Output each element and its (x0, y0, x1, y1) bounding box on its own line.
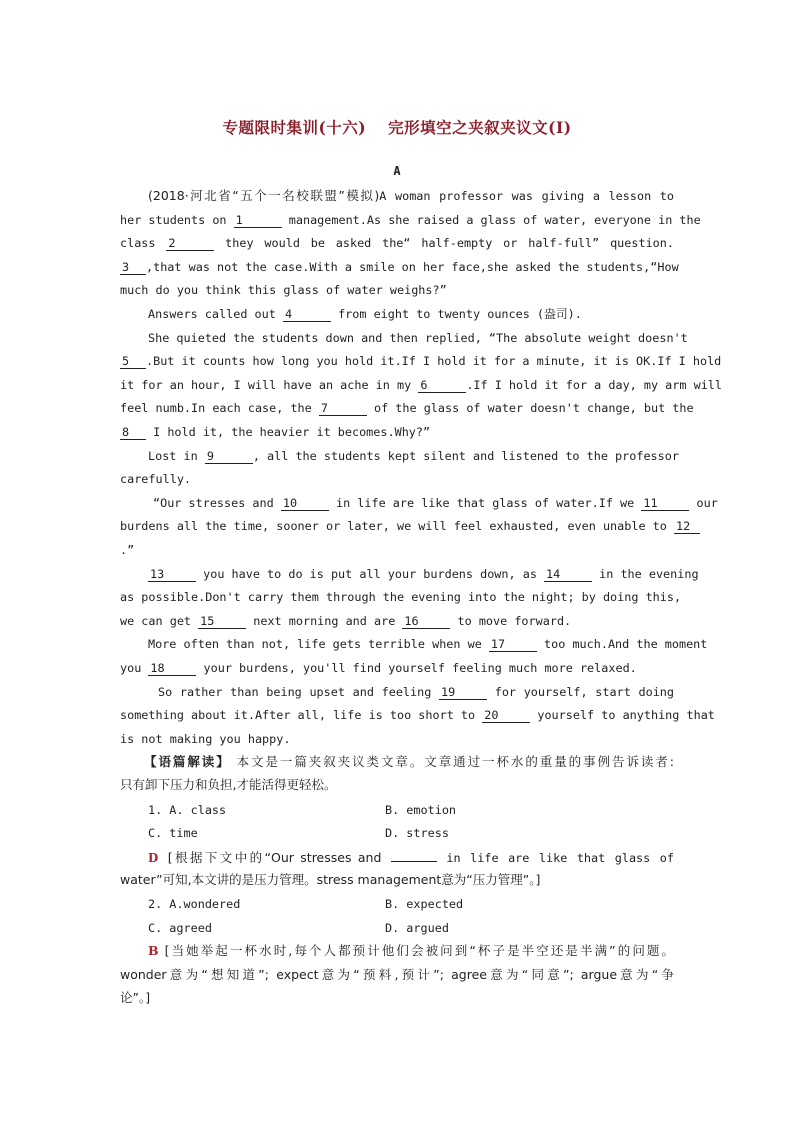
analysis-line: 只有卸下压力和负担,才能活得更轻松。 (120, 777, 337, 792)
explanation-2-line: wonder意为“想知道”; expect意为“预料,预计”; agree意为“同意”; argue意为“争 (120, 967, 674, 982)
blank-18: 18 (148, 662, 196, 676)
blank-2: 2 (166, 237, 214, 251)
option-1b: B. emotion (385, 803, 457, 817)
passage-line: 8 I hold it, the heavier it becomes.Why?” (122, 425, 431, 439)
blank-7: 7 (319, 402, 367, 416)
title-sub: 完形填空之夹叙夹议文(Ⅰ) (388, 118, 572, 137)
passage-line: feel numb.In each case, the 7 of the glass of water doesn't change, but the (120, 401, 694, 415)
blank-5: 5 (120, 355, 146, 369)
blank-14: 14 (544, 568, 592, 582)
passage-line: we can get 15 next morning and are 16 to move forward. (120, 614, 572, 628)
blank-1: 1 (234, 214, 282, 228)
blank-16: 16 (402, 615, 450, 629)
answer-1: D (148, 851, 159, 865)
passage-line: Lost in 9 , all the students kept silent and listened to the professor (148, 449, 679, 463)
passage-line: her students on 1 management.As she raised a glass of water, everyone in the (120, 213, 701, 227)
passage-line: So rather than being upset and feeling 19 for yourself, start doing (158, 685, 675, 699)
passage-line: carefully. (120, 472, 192, 486)
passage-line: (2018·河北省“五个一名校联盟”模拟)A woman professor was giving a lesson to (148, 188, 675, 203)
option-1c: C. time (148, 826, 198, 840)
explanation-2-line: B [当她举起一杯水时,每个人都预计他们会被问到“杯子是半空还是半满”的问题。 (148, 943, 674, 958)
blank-11: 11 (641, 497, 689, 511)
title-main: 专题限时集训(十六) (222, 118, 367, 137)
passage-line: class 2 they would be asked the“ half-empty or half-full” question. (120, 236, 674, 250)
passage-line: 3 ,that was not the case.With a smile on her face,she asked the students,“How (122, 260, 679, 274)
option-2c: C. agreed (148, 921, 212, 935)
option-1d: D. stress (385, 826, 449, 840)
passage-line: burdens all the time, sooner or later, we will feel exhausted, even unable to 12 (120, 518, 674, 534)
analysis-line: 【语篇解读】 本文是一篇夹叙夹议类文章。文章通过一杯水的重量的事例告诉读者: (144, 754, 674, 769)
passage-line: 5 .But it counts how long you hold it.If I hold it for a minute, it is OK.If I hold (122, 354, 722, 368)
passage-line: much do you think this glass of water weighs?” (120, 283, 447, 297)
passage-line: you 18 your burdens, you'll find yourself feeling much more relaxed. (120, 661, 637, 675)
passage-line: it for an hour, I will have an ache in my 6 .If I hold it for a day, my arm will (120, 378, 722, 392)
option-2d: D. argued (385, 921, 449, 935)
page-title (0, 116, 794, 138)
blank-6: 6 (418, 379, 466, 393)
option-2a: 2. A.wondered (148, 897, 241, 911)
blank-15: 15 (198, 615, 246, 629)
passage-line: .” (120, 543, 135, 557)
blank-12: 12 (674, 520, 700, 534)
explanation-2-line: 论”。] (120, 990, 151, 1005)
blank-13: 13 (148, 568, 196, 582)
option-2b: B. expected (385, 897, 464, 911)
blank-20: 20 (482, 709, 530, 723)
blank-8: 8 (120, 426, 146, 440)
passage-line: Answers called out 4 from eight to twenty ounces (盎司). (148, 307, 582, 321)
analysis-label: 【语篇解读】 (144, 754, 231, 769)
passage-line: More often than not, life gets terrible when we 17 too much.And the moment (148, 637, 708, 651)
blank-4: 4 (283, 308, 331, 322)
answer-2: B (148, 943, 159, 958)
explanation-1-line: water”可知,本文讲的是压力管理。stress management意为“压力管理”。] (120, 872, 541, 887)
passage-line: something about it.After all, life is too short to 20 yourself to anything that (120, 708, 715, 722)
source-note: (2018·河北省“五个一名校联盟”模拟) (148, 188, 380, 203)
blank-9: 9 (205, 450, 253, 464)
passage-line: She quieted the students down and then replied, “The absolute weight doesn't (148, 331, 688, 345)
passage-line: as possible.Don't carry them through the evening into the night; by doing this, (120, 590, 682, 604)
explanation-1-line: D [根据下文中的“Our stresses and in life are like that glass of (148, 850, 674, 865)
passage-line: “Our stresses and 10 in life are like that glass of water.If we 11 our (153, 496, 718, 510)
blank-10: 10 (281, 497, 329, 511)
blank-3: 3 (120, 261, 146, 275)
blank-19: 19 (439, 686, 487, 700)
blank-17: 17 (489, 638, 537, 652)
passage-line: is not making you happy. (120, 732, 291, 746)
option-1a: 1. A. class (148, 803, 227, 817)
passage-line: 13 you have to do is put all your burdens down, as 14 in the evening (150, 567, 699, 581)
section-label: A (393, 164, 401, 178)
